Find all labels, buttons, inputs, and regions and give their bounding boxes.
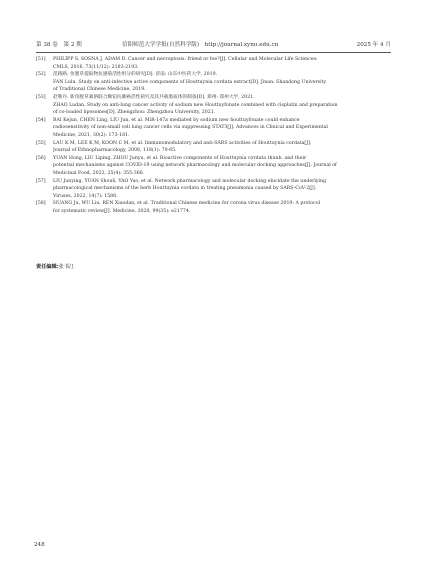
- reference-line: radiosensitivity of non-small cell lung cancer cells via suppressing STAT3[J]. Advances in Clinical and Experimental: [53, 125, 328, 131]
- reference-line: LAU K M, LEE K M, KOON C M, et al. Immunomodulatory and anti-SARS activities of Houttuynia cordata[J].: [53, 140, 312, 146]
- running-header: [36, 40, 391, 50]
- reference-line: YUAN Hong, LIU Liping, ZHOU Junyu, et al. Bioactive components of Houttuynia cordata thunb. and their: [53, 155, 307, 161]
- reference-item: [36, 155, 392, 178]
- reference-item: [36, 71, 392, 94]
- issue-date: 2025 年 4 月: [356, 42, 391, 48]
- reference-line: HUANG Ju, WU Liu, REN Xiaodan, et al. Traditional Chinese medicine for corona virus disease 2019: A protocol: [53, 201, 321, 207]
- page-number: 248: [34, 542, 45, 548]
- reference-line: ZHAO Ludan. Study on anti-lung cancer activity of sodium new Houttuyfonate combined with cisplatin and preparation: [53, 102, 338, 108]
- reference-item: [36, 56, 392, 71]
- reference-number: [52]: [36, 72, 46, 78]
- responsible-editor: [36, 263, 74, 271]
- reference-line: 赵勒丹. 新鱼腥草素钠联合顺铂抗肺癌活性研究及其共载脂质体的制备[D]. 郑州: 郑州大学, 2021.: [53, 94, 255, 100]
- reference-line: Medicinal Food, 2022, 25(4): 355-366.: [53, 170, 145, 176]
- reference-item: [36, 200, 392, 215]
- editor-label: 责任编辑:: [36, 264, 59, 270]
- reference-item: [36, 178, 392, 201]
- reference-number: [55]: [36, 140, 46, 146]
- reference-line: Journal of Ethnopharmacology, 2008, 118(1): 79-85.: [53, 148, 177, 154]
- reference-number: [56]: [36, 155, 46, 161]
- reference-line: PHILIPP S, SOSNA J, ADAM D. Cancer and necroptosis: friend or foe?[J]. Cellular and Molecular Life Sciences:: [53, 57, 318, 62]
- reference-line: for systematic review[J]. Medicine, 2020, 99(35): e21774.: [53, 208, 191, 214]
- reference-line: 范路路. 鱼腥草提取物抗感染活性组分的研究[D]. 济南: 山东中医药大学, 2019.: [53, 72, 218, 78]
- reference-number: [54]: [36, 117, 46, 123]
- reference-line: of Traditional Chinese Medicine, 2019.: [53, 87, 146, 93]
- header-rule: [36, 52, 391, 53]
- reference-number: [53]: [36, 94, 46, 100]
- reference-item: [36, 94, 392, 117]
- reference-item: [36, 117, 392, 140]
- reference-line: FAN Lulu. Study on anti-infective active components of Houttuynia cordata extract[D]. Jinan: Shandong University: [53, 79, 327, 85]
- reference-line: BAI Kejun, CHEN Ling, LIU Jun, et al. MiR-147a mediated by sodium new houttuyfonate could enhance: [53, 117, 300, 123]
- reference-line: CMLS, 2016, 73(11/12): 2183-2193.: [53, 64, 139, 70]
- reference-number: [57]: [36, 178, 46, 184]
- reference-line: of co-loaded liposomes[D]. Zhengzhou: Zhengzhou University, 2021.: [53, 110, 216, 116]
- volume-issue: 第 38 卷 第 2 期: [36, 42, 82, 48]
- reference-line: Medicine, 2021, 30(2): 173-181.: [53, 132, 130, 138]
- reference-item: [36, 140, 392, 155]
- reference-number: [51]: [36, 57, 46, 62]
- editor-name: 张书江: [58, 264, 75, 270]
- reference-list: [36, 56, 392, 215]
- journal-title: 信阳师范大学学报(自然科学版) http://journal.xynu.edu.cn: [122, 42, 279, 48]
- reference-line: pharmacological mechanisms of the herb Houttuynia cordata in treating pneumonia caused by SARS-CoV-2[J].: [53, 186, 317, 192]
- reference-line: LIU Junying, YUAN Shouli, YAO Yao, et al. Network pharmacology and molecular docking elucidate the underlying: [53, 178, 327, 184]
- reference-line: Viruses, 2022, 14(7): 1588.: [53, 193, 118, 199]
- reference-line: potential mechanisms against COVID-19 using network pharmacology and molecular docking approaches[J]. Journal of: [53, 163, 337, 169]
- reference-number: [58]: [36, 201, 46, 207]
